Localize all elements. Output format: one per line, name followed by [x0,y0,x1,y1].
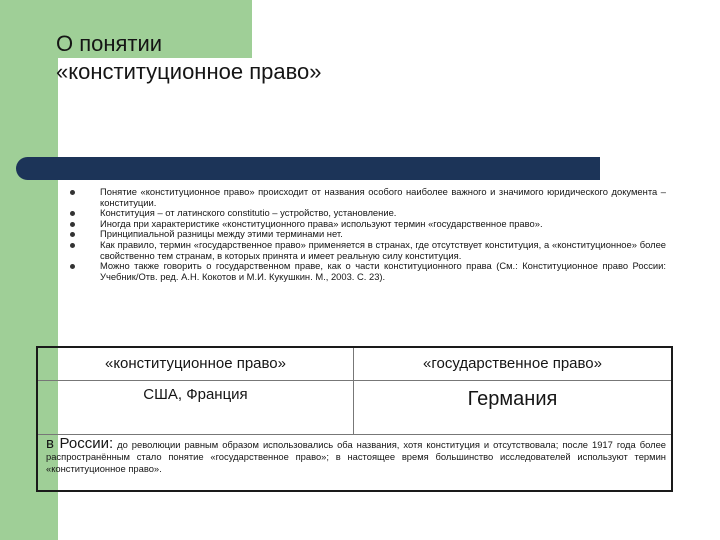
russia-note-lead: в России: [46,435,114,452]
bullet-dot-icon [70,264,75,269]
bullet-item [70,187,666,208]
bullet-dot-icon [70,222,75,227]
bullet-item [70,261,666,282]
bullet-dot-icon [70,243,75,248]
table-row-divider [38,434,671,435]
bullet-text: Конституция – от латинского constitutio – устройство, установление. [100,207,397,219]
bullet-list [70,187,666,282]
bullet-text: Можно также говорить о государственном праве, как о части конституционного права (См.: Конституционное право России: Учебник/Отв. ред. А.Н. Кокотов и М.И. Кукушкин. М., 2003. С. 23). [100,260,666,282]
slide-title [56,30,456,86]
bullet-item [70,240,666,261]
russia-note [46,435,666,475]
bullet-text: Иногда при характеристике «конституционного права» используют термин «государственное право». [100,217,543,229]
table-row-divider [38,380,671,381]
table-cell-usa-france: США, Франция [143,386,248,403]
slide-title-line-1: О понятии [56,31,163,56]
navy-divider-bar [16,157,600,180]
bullet-dot-icon [70,232,75,237]
table-header-constitutional: «конституционное право» [104,355,286,372]
comparison-table [36,346,673,492]
table-cell-germany: Германия [467,388,558,410]
russia-note-text: до революции равным образом использовались оба названия, хотя конституция и отсутствовала; после 1917 года более распространённым стало понятие «государственное право»; в настоящее время большинство исследователей используют термин «конституционное право». [46,439,666,474]
bullet-dot-icon [70,211,75,216]
table-header-state: «государственное право» [423,355,602,372]
bullet-dot-icon [70,190,75,195]
bullet-text: Принципиальной разницы между этими терминами нет. [100,228,343,240]
bullet-text: Как правило, термин «государственное право» применяется в странах, где отсутствует конституция, а «конституционное» более свойственно тем странам, в которых принята и имеет реальную силу конституция. [100,238,666,261]
slide-title-line-2: «конституционное право» [56,59,322,84]
bullet-text: Понятие «конституционное право» происходит от названия особого наиболее важного и значимого юридического документа – конституции. [100,186,666,208]
